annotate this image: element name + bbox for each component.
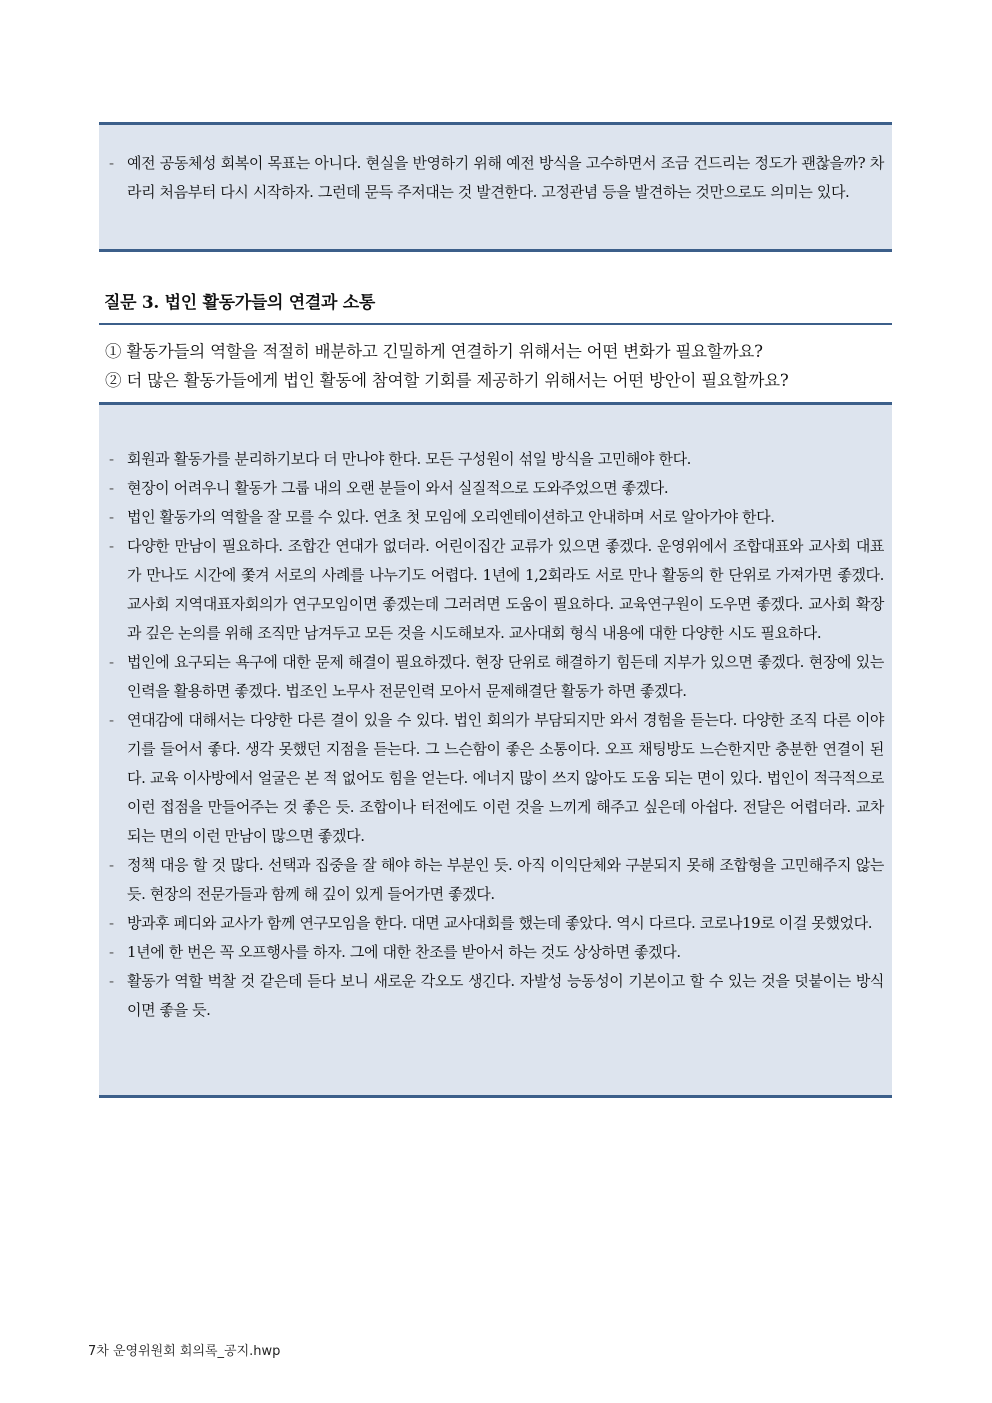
answers-box bbox=[99, 402, 892, 1098]
list-item: - 활동가 역할 벅찰 것 같은데 듣다 보니 새로운 각오도 생긴다. 자발성 능동성이 기본이고 할 수 있는 것을 덧붙이는 방식이면 좋을 듯. bbox=[109, 967, 884, 1025]
list-item: - 정책 대응 할 것 많다. 선택과 집중을 잘 해야 하는 부분인 듯. 아직 이익단체와 구분되지 못해 조합형을 고민해주지 않는 듯. 현장의 전문가들과 함께 해 깊이 있게 들어가면 좋겠다. bbox=[109, 851, 884, 909]
dash-bullet-icon: - bbox=[109, 972, 114, 990]
question-box bbox=[99, 323, 892, 405]
dash-bullet-icon: - bbox=[109, 479, 114, 497]
dash-bullet-icon: - bbox=[109, 537, 114, 555]
dash-bullet-icon: - bbox=[109, 914, 114, 932]
dash-bullet-icon: - bbox=[109, 943, 114, 961]
list-item: - 1년에 한 번은 꼭 오프행사를 하자. 그에 대한 찬조를 받아서 하는 것도 상상하면 좋겠다. bbox=[109, 938, 884, 967]
list-item: - 회원과 활동가를 분리하기보다 더 만나야 한다. 모든 구성원이 섞일 방식을 고민해야 한다. bbox=[109, 445, 884, 474]
dash-bullet-icon: - bbox=[109, 450, 114, 468]
list-item: - 법인에 요구되는 욕구에 대한 문제 해결이 필요하겠다. 현장 단위로 해결하기 힘든데 지부가 있으면 좋겠다. 현장에 있는 인력을 활용하면 좋겠다. 법조인 노무사 전문인력 모아서 문제해결단 활동가 하면 좋겠다. bbox=[109, 648, 884, 706]
answers-list bbox=[109, 445, 884, 1025]
footer-filename: 7차 운영위원회 회의록_공지.hwp bbox=[88, 1344, 281, 1359]
dash-bullet-icon: - bbox=[109, 508, 114, 526]
dash-bullet-icon: - bbox=[109, 856, 114, 874]
dash-bullet-icon: - bbox=[109, 653, 114, 671]
list-item: - 방과후 페디와 교사가 함께 연구모임을 한다. 대면 교사대회를 했는데 좋았다. 역시 다르다. 코로나19로 이걸 못했었다. bbox=[109, 909, 884, 938]
list-item: - 법인 활동가의 역할을 잘 모를 수 있다. 연초 첫 모임에 오리엔테이션하고 안내하며 서로 알아가야 한다. bbox=[109, 503, 884, 532]
previous-answers-list bbox=[109, 149, 884, 207]
dash-bullet-icon: - bbox=[109, 154, 114, 172]
section-title: 질문 3. 법인 활동가들의 연결과 소통 bbox=[104, 293, 375, 313]
list-item: - 현장이 어려우니 활동가 그룹 내의 오랜 분들이 와서 실질적으로 도와주었으면 좋겠다. bbox=[109, 474, 884, 503]
question-2: ② 더 많은 활동가들에게 법인 활동에 참여할 기회를 제공하기 위해서는 어떤 방안이 필요할까요? bbox=[105, 371, 789, 390]
list-item: - 연대감에 대해서는 다양한 다른 결이 있을 수 있다. 법인 회의가 부담되지만 와서 경험을 듣는다. 다양한 조직 다른 이야기를 들어서 좋다. 생각 못했던 지점을 듣는다. 그 느슨함이 좋은 소통이다. 오프 채팅방도 느슨한지만 충분한 연결이 된다. 교육 이사방에서 얼굴은 본 적 없어도 힘을 얻는다. 에너지 많이 쓰지 않아도 도움 되는 면이 있다. 법인이 적극적으로 이런 접점을 만들어주는 것 좋은 듯. 조합이나 터전에도 이런 것을 느끼게 해주고 싶은데 아쉽다. 전달은 어렵더라. 교차 되는 면의 이런 만남이 많으면 좋겠다. bbox=[109, 706, 884, 851]
previous-answers-box bbox=[99, 122, 892, 252]
question-1: ① 활동가들의 역할을 적절히 배분하고 긴밀하게 연결하기 위해서는 어떤 변화가 필요할까요? bbox=[105, 342, 763, 361]
list-item: - 다양한 만남이 필요하다. 조합간 연대가 없더라. 어린이집간 교류가 있으면 좋겠다. 운영위에서 조합대표와 교사회 대표가 만나도 시간에 쫓겨 서로의 사례를 나누기도 어렵다. 1년에 1,2회라도 서로 만나 활동의 한 단위로 가져가면 좋겠다. 교사회 지역대표자회의가 연구모임이면 좋겠는데 그러려면 도움이 필요하다. 교육연구원이 도우면 좋겠다. 교사회 확장과 깊은 논의를 위해 조직만 남겨두고 모든 것을 시도해보자. 교사대회 형식 내용에 대한 다양한 시도 필요하다. bbox=[109, 532, 884, 648]
dash-bullet-icon: - bbox=[109, 711, 114, 729]
list-item: - 예전 공동체성 회복이 목표는 아니다. 현실을 반영하기 위해 예전 방식을 고수하면서 조금 건드리는 정도가 괜찮을까? 차라리 처음부터 다시 시작하자. 그런데 문득 주저대는 것 발견한다. 고정관념 등을 발견하는 것만으로도 의미는 있다. bbox=[109, 149, 884, 207]
